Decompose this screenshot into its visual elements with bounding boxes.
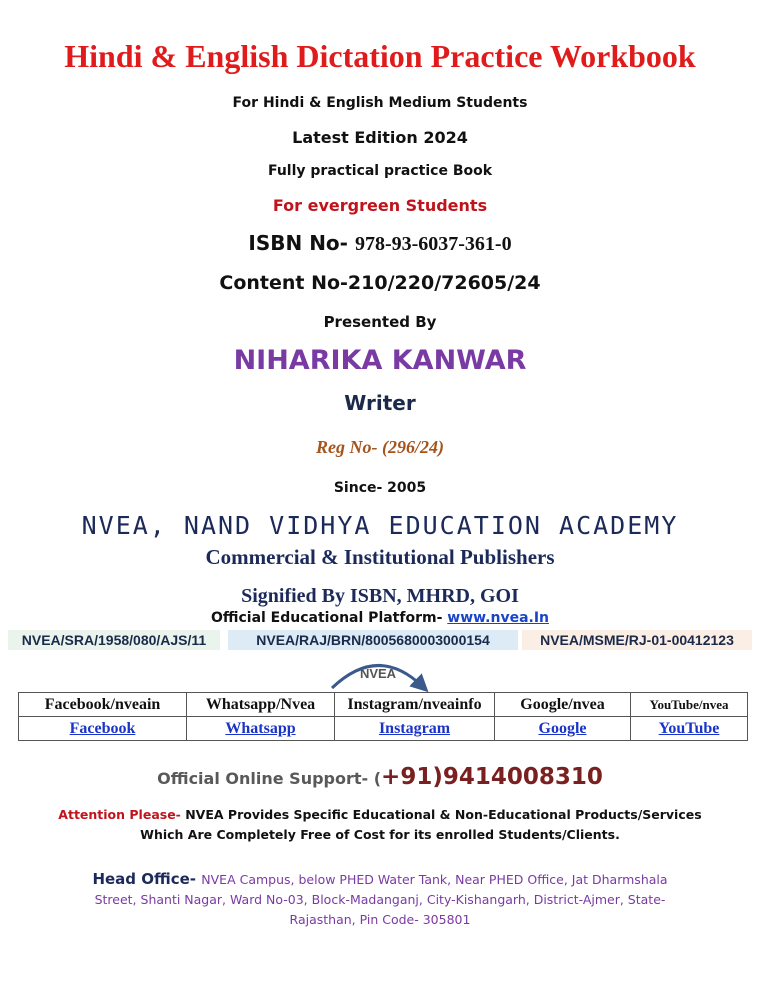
isbn-value: 978-93-6037-361-0 bbox=[354, 233, 512, 255]
support-label: Official Online Support- ( bbox=[157, 769, 382, 788]
registration-strip bbox=[8, 630, 752, 650]
platform-line bbox=[0, 610, 760, 626]
attention-line-1 bbox=[0, 807, 760, 822]
social-cell-whatsapp bbox=[187, 717, 335, 741]
registration-sra: NVEA/SRA/1958/080/AJS/11 bbox=[8, 630, 220, 650]
registration-msme: NVEA/MSME/RJ-01-00412123 bbox=[522, 630, 752, 650]
social-header-facebook: Facebook/nveain bbox=[19, 693, 187, 717]
subtitle: For Hindi & English Medium Students bbox=[232, 95, 528, 111]
isbn-label: ISBN No- bbox=[248, 231, 355, 255]
social-header-whatsapp: Whatsapp/Nvea bbox=[187, 693, 335, 717]
audience: For evergreen Students bbox=[272, 196, 488, 215]
social-header-row bbox=[19, 693, 748, 717]
publishers-line: Commercial & Institutional Publishers bbox=[205, 545, 555, 569]
page-title: Hindi & English Dictation Practice Workbook bbox=[64, 38, 696, 74]
platform-label: Official Educational Platform- bbox=[210, 610, 448, 626]
since-year: Since- 2005 bbox=[333, 480, 427, 496]
content-number: Content No-210/220/72605/24 bbox=[219, 272, 541, 294]
head-office-address: NVEA Campus, below PHED Water Tank, Near PHED Office, Jat Dharmshala Street, Shanti Nagar, Ward No-03, Block-Madanganj, City-Kishangarh, District-Ajmer, State-Rajasthan, Pin Code- 305801 bbox=[94, 872, 668, 927]
support-phone: +91)9414008310 bbox=[381, 764, 603, 790]
academy-name: NVEA, NAND VIDHYA EDUCATION ACADEMY bbox=[81, 511, 679, 540]
social-cell-facebook bbox=[19, 717, 187, 741]
attention-text-1: NVEA Provides Specific Educational & Non-Educational Products/Services bbox=[185, 807, 702, 822]
tagline: Fully practical practice Book bbox=[267, 163, 493, 179]
support-line bbox=[0, 764, 760, 790]
attention-line-2: Which Are Completely Free of Cost for its enrolled Students/Clients. bbox=[140, 827, 620, 842]
presented-by: Presented By bbox=[323, 313, 437, 331]
edition: Latest Edition 2024 bbox=[292, 128, 468, 147]
platform-link[interactable]: www.nvea.In bbox=[447, 610, 550, 626]
youtube-link[interactable]: YouTube bbox=[658, 719, 720, 737]
social-cell-youtube bbox=[631, 717, 748, 741]
reg-number: Reg No- (296/24) bbox=[316, 437, 444, 457]
social-cell-instagram bbox=[335, 717, 495, 741]
head-office-label: Head Office- bbox=[92, 870, 202, 888]
author-role: Writer bbox=[344, 391, 416, 415]
logo-text: NVEA bbox=[359, 666, 397, 681]
social-cell-google bbox=[495, 717, 631, 741]
social-link-row bbox=[19, 717, 748, 741]
signified-line: Signified By ISBN, MHRD, GOI bbox=[241, 585, 519, 607]
registration-brn: NVEA/RAJ/BRN/8005680003000154 bbox=[228, 630, 518, 650]
social-header-youtube: YouTube/nvea bbox=[631, 693, 748, 717]
social-header-google: Google/nvea bbox=[495, 693, 631, 717]
facebook-link[interactable]: Facebook bbox=[69, 719, 136, 737]
instagram-link[interactable]: Instagram bbox=[378, 719, 451, 737]
head-office bbox=[90, 869, 670, 930]
nvea-arrow-logo bbox=[322, 652, 434, 692]
whatsapp-link[interactable]: Whatsapp bbox=[225, 719, 296, 737]
attention-label: Attention Please- bbox=[58, 807, 186, 822]
author-name: NIHARIKA KANWAR bbox=[233, 345, 527, 376]
isbn-line bbox=[0, 231, 760, 256]
social-table bbox=[18, 692, 748, 741]
google-link[interactable]: Google bbox=[538, 719, 587, 737]
social-header-instagram: Instagram/nveainfo bbox=[335, 693, 495, 717]
